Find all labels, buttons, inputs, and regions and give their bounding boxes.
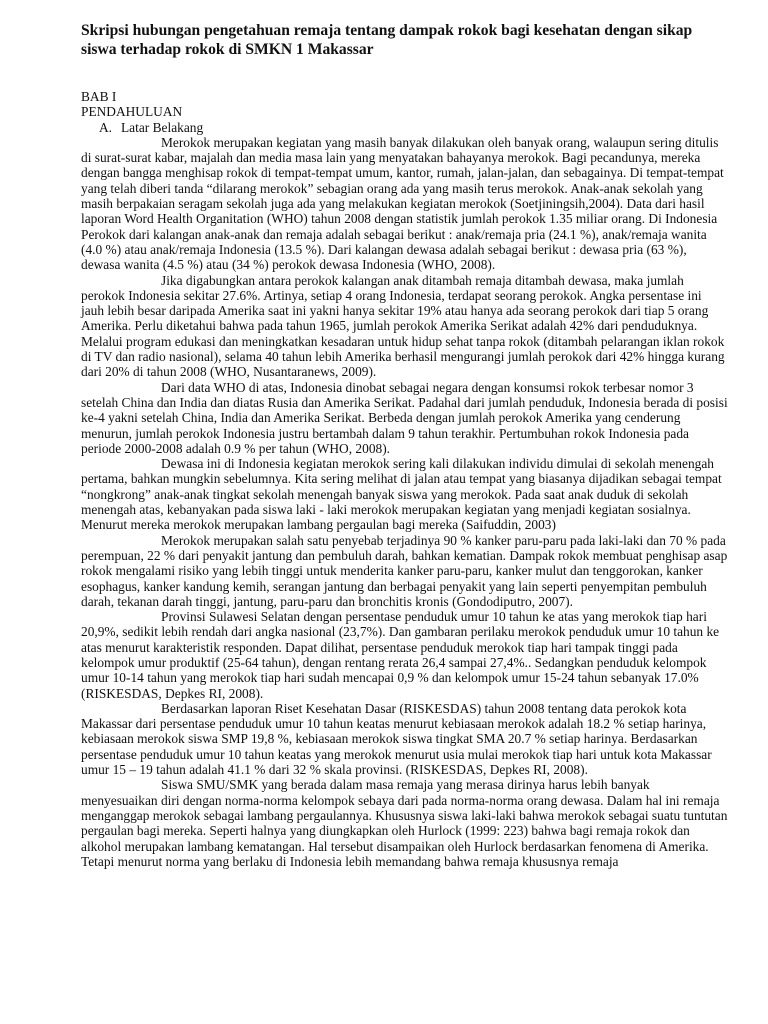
section-heading	[99, 120, 728, 135]
paragraph: Dewasa ini di Indonesia kegiatan merokok sering kali dilakukan individu dimulai di sekolah menengah pertama, bahkan mungkin sebelumnya. Kita sering melihat di jalan atau tempat yang biasanya dijadikan sebagai tempat “nongkrong” anak-anak tingkat sekolah menengah banyak siswa yang merokok. Pada saat anak duduk di sekolah menengah atas, kebanyakan pada siswa laki - laki merokok merupakan kegiatan yang menjadi kegiatan sosialnya. Menurut mereka merokok merupakan lambang pergaulan bagi mereka (Saifuddin, 2003)	[81, 456, 722, 533]
document-body	[81, 135, 728, 869]
paragraph: Provinsi Sulawesi Selatan dengan persentase penduduk umur 10 tahun ke atas yang merokok tiap hari 20,9%, sedikit lebih rendah dari angka nasional (23,7%). Dan gambaran perilaku merokok penduduk umur 10 tahun ke atas menurut karakteristik responden. Dapat dilihat, persentase penduduk merokok tiap hari tampak tinggi pada kelompok umur produktif (25-64 tahun), dengan rentang rerata 26,4 sampai 27,4%.. Sedangkan penduduk kelompok umur 10-14 tahun yang merokok tiap hari sudah mencapai 0,9 % dan kelompok umur 15-24 tahun sebanyak 17.0% (RISKESDAS, Depkes RI, 2008).	[81, 609, 720, 701]
paragraph: Merokok merupakan salah satu penyebab terjadinya 90 % kanker paru-paru pada laki-laki dan 70 % pada perempuan, 22 % dari penyakit jantung dan pembuluh darah, bahkan kematian. Dampak rokok membuat penghisap asap rokok mengalami risiko yang lebih tinggi untuk menderita kanker paru-paru, kanker mulut dan tenggorokan, kanker esophagus, kanker kandung kemih, serangan jantung dan berbagai penyakit yang lain seperti penyempitan pembuluh darah, tekanan darah tinggi, jantung, paru-paru dan bronchitis kronis (Gondodiputro, 2007).	[81, 532, 728, 609]
paragraph: Dari data WHO di atas, Indonesia dinobat sebagai negara dengan konsumsi rokok terbesar nomor 3 setelah China dan India dan diatas Rusia dan Amerika Serikat. Padahal dari jumlah penduduk, Indonesia berada di posisi ke-4 yakni setelah China, India dan Amerika Serikat. Berbeda dengan jumlah perokok Amerika yang cenderung menurun, jumlah perokok Indonesia justru bertambah dalam 9 tahun terakhir. Pertumbuhan rokok Indonesia pada periode 2000-2008 adalah 0.9 % per tahun (WHO, 2008).	[81, 379, 728, 456]
section-number: A.	[99, 119, 113, 135]
section-label: Latar Belakang	[121, 119, 204, 135]
document-title: Skripsi hubungan pengetahuan remaja tentang dampak rokok bagi kesehatan dengan sikap siswa terhadap rokok di SMKN 1 Makassar	[81, 22, 693, 58]
paragraph: Merokok merupakan kegiatan yang masih banyak dilakukan oleh banyak orang, walaupun sering ditulis di surat-surat kabar, majalah dan media masa lain yang menyatakan bahayanya merokok. Bagi pecandunya, mereka dengan bangga menghisap rokok di tempat-tempat umum, kantor, rumah, jalan-jalan, dan sebagainya. Di tempat-tempat yang telah diberi tanda “dilarang merokok” sebagian orang ada yang masih terus merokok. Anak-anak sekolah yang masih berpakaian seragam sekolah juga ada yang melakukan kegiatan merokok (Soetjiningsih,2004). Data dari hasil laporan Word Health Organitation (WHO) tahun 2008 dengan statistik jumlah perokok 1.35 miliar orang. Di Indonesia Perokok dari kalangan anak-anak dan remaja adalah sebagai berikut : anak/remaja pria (24.1 %), anak/remaja wanita (4.0 %) atau anak/remaja Indonesia (13.5 %). Dari kalangan dewasa adalah sebagai berikut : dewasa pria (63 %), dewasa wanita (4.5 %) atau (34 %) perokok dewasa Indonesia (WHO, 2008).	[81, 134, 724, 273]
paragraph: Siswa SMU/SMK yang berada dalam masa remaja yang merasa dirinya harus lebih banyak menyesuaikan diri dengan norma-norma kelompok sebaya dari pada norma-norma orang dewasa. Dalam hal ini remaja menganggap merokok sebagai lambang pergaulannya. Khususnya siswa laki-laki bahwa merokok sebagai suatu tuntutan pergaulan bagi mereka. Seperti halnya yang diungkapkan oleh Hurlock (1999: 223) bahwa bagi remaja rokok dan alkohol merupakan lambang kematangan. Hal tersebut disampaikan oleh Hurlock berdasarkan fenomena di Amerika. Tetapi menurut norma yang berlaku di Indonesia lebih memandang bahwa remaja khususnya remaja	[81, 777, 728, 869]
paragraph: Berdasarkan laporan Riset Kesehatan Dasar (RISKESDAS) tahun 2008 tentang data perokok kota Makassar dari persentase penduduk umur 10 tahun keatas menurut kebiasaan merokok adalah 18.2 % setiap harinya, kebiasaan merokok siswa SMP 19,8 %, kebiasaan merokok siswa tingkat SMA 20.7 % setiap harinya. Berdasarkan persentase penduduk umur 10 tahun keatas yang merokok menurut usia mulai merokok tiap hari untuk kota Makassar umur 15 – 19 tahun adalah 41.1 % dari 32 % skala provinsi. (RISKESDAS, Depkes RI, 2008).	[81, 700, 712, 778]
paragraph: Jika digabungkan antara perokok kalangan anak ditambah remaja ditambah dewasa, maka jumlah perokok Indonesia sekitar 27.6%. Artinya, setiap 4 orang Indonesia, terdapat seorang perokok. Angka persentase ini jauh lebih besar daripada Amerika saat ini yakni hanya sekitar 19% atau hanya ada seorang perokok dari tiap 5 orang Amerika. Perlu diketahui bahwa pada tahun 1965, jumlah perokok Amerika Serikat adalah 42% dari penduduknya. Melalui program edukasi dan meningkatkan kesadaran untuk hidup sehat tanpa rokok (ditambah pelarangan iklan rokok di TV dan radio nasional), selama 40 tahun lebih Amerika berhasil mengurangi jumlah perokok dari 42% hingga kurang dari 20% di tahun 2008 (WHO, Nusantaranews, 2009).	[81, 272, 725, 380]
chapter-number: BAB I	[81, 89, 117, 104]
chapter-title: PENDAHULUAN	[81, 104, 183, 120]
